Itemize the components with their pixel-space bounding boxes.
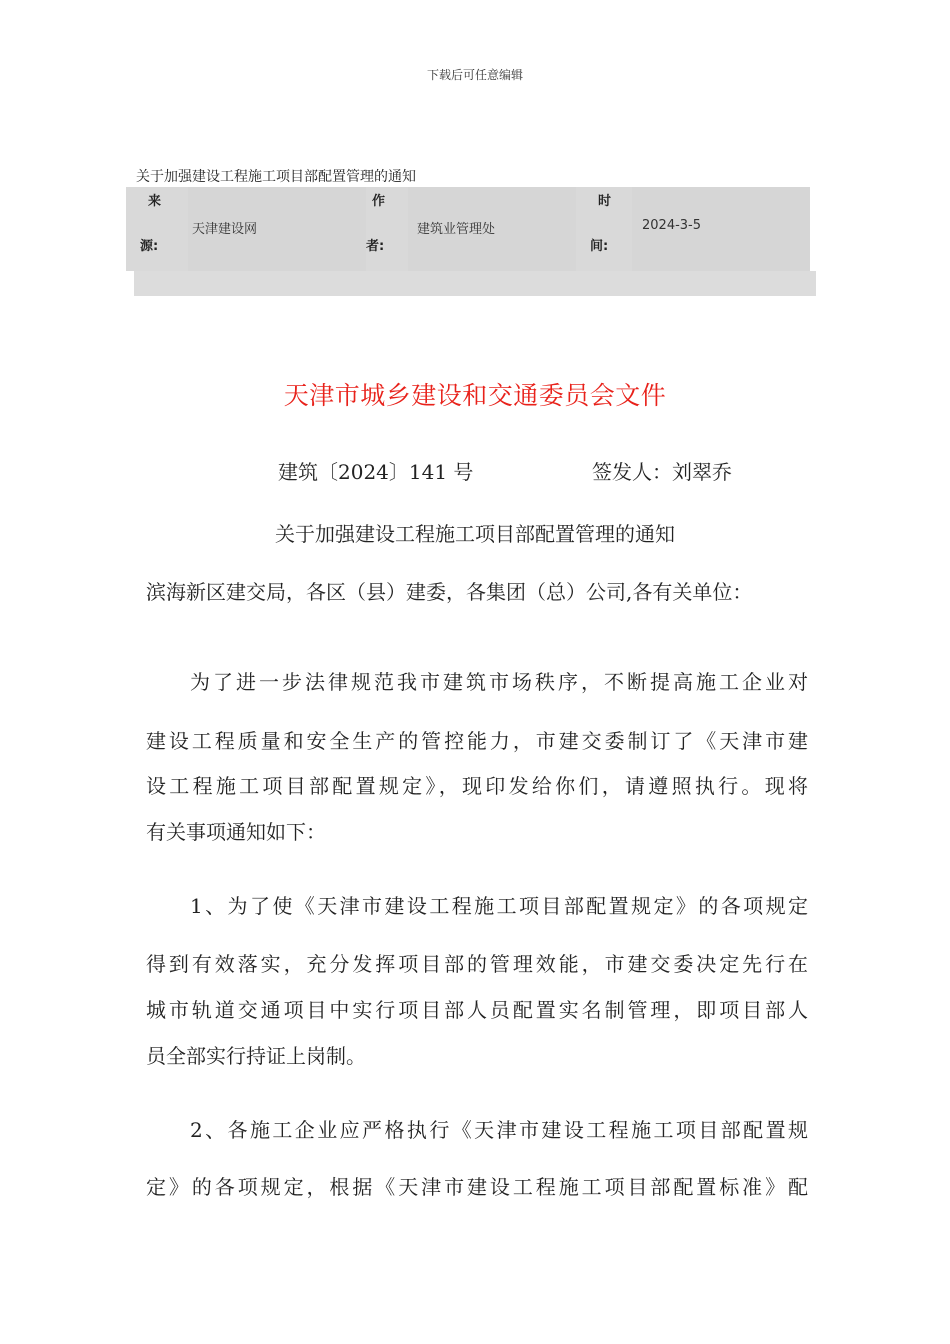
document-title: 天津市城乡建设和交通委员会文件 (283, 381, 667, 410)
source-label-top: 来 (148, 194, 162, 209)
author-label-bottom: 者: (366, 239, 385, 254)
source-label-cell (126, 187, 188, 271)
metadata-table (126, 187, 810, 271)
author-value: 建筑业管理处 (417, 222, 496, 237)
author-label-cell (366, 187, 408, 271)
source-value-cell (188, 187, 366, 271)
paragraph-2-line-4: 员全部实行持证上岗制。 (146, 1044, 366, 1068)
source-value: 天津建设网 (192, 222, 258, 237)
document-signer: 签发人：刘翠乔 (592, 460, 732, 484)
paragraph-2-line-1: 1、为了使《天津市建设工程施工项目部配置规定》的各项规定 (190, 894, 808, 918)
time-label-bottom: 间: (590, 239, 609, 254)
paragraph-2-line-3: 城市轨道交通项目中实行项目部人员配置实名制管理，即项目部人 (146, 998, 808, 1022)
author-value-cell (408, 187, 576, 271)
paragraph-1-line-3: 设工程施工项目部配置规定》，现印发给你们，请遵照执行。现将 (146, 774, 808, 798)
paragraph-3-line-2: 定》的各项规定，根据《天津市建设工程施工项目部配置标准》配 (146, 1175, 808, 1199)
notice-title: 关于加强建设工程施工项目部配置管理的通知 (275, 522, 675, 546)
author-label-top: 作 (372, 194, 386, 209)
paragraph-1-line-4: 有关事项通知如下： (146, 820, 326, 844)
paragraph-1-line-1: 为了进一步法律规范我市建筑市场秩序，不断提高施工企业对 (190, 670, 808, 694)
time-label-top: 时 (598, 194, 612, 209)
page-heading: 关于加强建设工程施工项目部配置管理的通知 (136, 169, 416, 185)
paragraph-2-line-2: 得到有效落实，充分发挥项目部的管理效能，市建交委决定先行在 (146, 952, 808, 976)
document-number: 建筑〔2024〕141 号 (278, 460, 474, 484)
paragraph-3-line-1: 2、各施工企业应严格执行《天津市建设工程施工项目部配置规 (190, 1118, 808, 1142)
grey-divider-bar (134, 271, 816, 296)
time-value-cell (632, 187, 810, 271)
addressee-line: 滨海新区建交局，各区（县）建委，各集团（总）公司,各有关单位： (146, 580, 753, 604)
source-label-bottom: 源: (140, 239, 159, 254)
time-label-cell (576, 187, 632, 271)
paragraph-1-line-2: 建设工程质量和安全生产的管控能力，市建交委制订了《天津市建 (146, 729, 808, 753)
top-note: 下载后可任意编辑 (426, 68, 523, 82)
time-value: 2024-3-5 (642, 218, 702, 233)
